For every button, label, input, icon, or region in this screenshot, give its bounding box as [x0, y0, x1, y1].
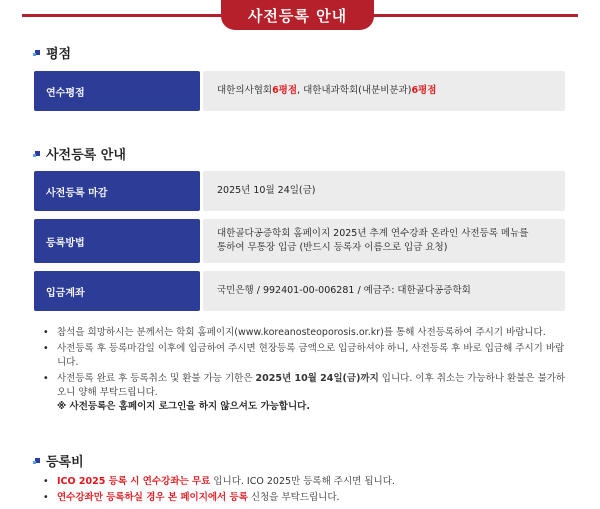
- note-text: 사전등록 완료 후 등록취소 및 환불 가능 기한은: [57, 373, 256, 384]
- info-value: 국민은행 / 992401-00-006281 / 예금주: 대한골다공증학회: [203, 271, 565, 311]
- value-text: 대한의사협회: [217, 85, 273, 96]
- account-row: [34, 271, 565, 311]
- square-bullet-icon: [34, 150, 41, 157]
- note-bold: 2025년 10월 24일(금)까지: [255, 373, 379, 384]
- info-label: 연수평점: [34, 71, 200, 111]
- fee-notes: [40, 475, 570, 507]
- note-text: 입니다. 이후 취소는 가능하나 환불은 불가하오니 양해 부탁드립니다.: [57, 373, 566, 398]
- list-item: • 참석을 희망하시는 분께서는 학회 홈페이지(www.koreanosteoporosis.or.kr)를 통해 사전등록하여 주시기 바랍니다.: [40, 326, 570, 340]
- section-title-registration: [34, 144, 126, 163]
- highlight-text: 6평점: [411, 85, 437, 96]
- section-title-fee: [34, 451, 84, 470]
- square-bullet-icon: [34, 457, 41, 464]
- page-title: 사전등록 안내: [221, 0, 374, 30]
- info-value: [203, 71, 565, 111]
- highlight-text: ICO 2025 등록 시 연수강좌는 무료: [57, 476, 211, 487]
- value-line: 통하여 무통장 입금 (반드시 등록자 이름으로 입금 요청): [217, 242, 448, 253]
- section-title-text: 등록비: [46, 455, 84, 470]
- section-title-text: 사전등록 안내: [46, 148, 126, 163]
- section-title-text: 평점: [46, 47, 72, 62]
- list-item: [40, 372, 570, 414]
- highlight-text: 6평점: [272, 85, 298, 96]
- square-bullet-icon: [34, 49, 41, 56]
- points-row: [34, 71, 565, 111]
- deadline-row: [34, 171, 565, 211]
- info-label: 입금계좌: [34, 271, 200, 311]
- highlight-text: 연수강좌만 등록하실 경우 본 페이지에서 등록: [57, 492, 248, 503]
- note-remark: ※ 사전등록은 홈페이지 로그인을 하지 않으셔도 가능합니다.: [57, 401, 310, 412]
- info-label: 등록방법: [34, 219, 200, 263]
- note-text: 입니다. ICO 2025만 등록해 주시면 됩니다.: [210, 476, 395, 487]
- info-value: 2025년 10월 24일(금): [203, 171, 565, 211]
- note-text: 신청을 부탁드립니다.: [247, 492, 340, 503]
- value-text: , 대한내과학회(내분비분과): [297, 85, 412, 96]
- list-item: [40, 491, 570, 505]
- registration-notes: [40, 326, 570, 416]
- list-item: [40, 475, 570, 489]
- section-title-points: [34, 43, 71, 62]
- info-label: 사전등록 마감: [34, 171, 200, 211]
- list-item: • 사전등록 후 등록마감일 이후에 입금하여 주시면 현장등록 금액으로 입금하셔야 하니, 사전등록 후 바로 입금해 주시기 바랍니다.: [40, 342, 570, 370]
- method-row: [34, 219, 565, 263]
- value-line: 대한골다공증학회 홈페이지 2025년 추계 연수강좌 온라인 사전등록 메뉴를: [217, 228, 529, 239]
- info-value: [203, 219, 565, 263]
